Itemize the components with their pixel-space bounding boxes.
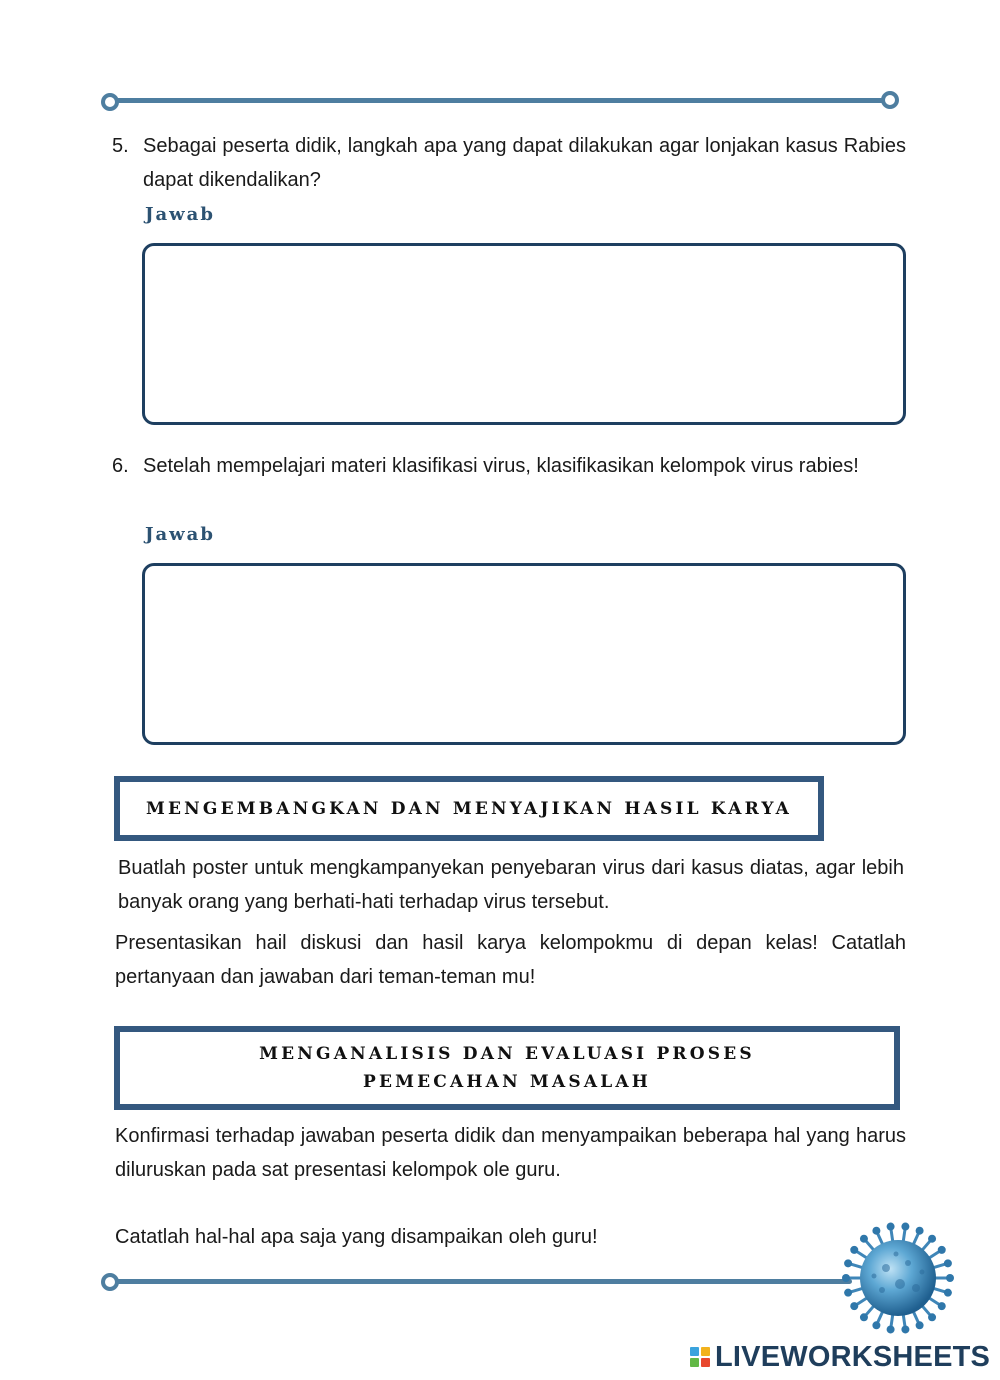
question-5-number: 5. (112, 135, 129, 157)
question-6-answer-label: Jawab (145, 524, 215, 545)
bottom-divider-line (112, 1279, 852, 1284)
virus-spike-tip (872, 1321, 880, 1329)
question-6-text: Setelah mempelajari materi klasifikasi virus, klasifikasikan kelompok virus rabies! (143, 455, 859, 477)
question-5-answer-label: Jawab (145, 204, 215, 225)
top-divider-line (112, 98, 890, 103)
virus-spike-tip (928, 1235, 936, 1243)
virus-spike-tip (887, 1325, 895, 1333)
virus-spike-tip (850, 1302, 858, 1310)
virus-spike-tip (916, 1227, 924, 1235)
question-6-answer-box[interactable] (142, 563, 906, 745)
virus-spike-tip (842, 1274, 850, 1282)
virus-spike-tip (944, 1289, 952, 1297)
top-divider-right-dot (881, 91, 899, 109)
logo-square-1 (690, 1347, 699, 1356)
logo-square-3 (690, 1358, 699, 1367)
question-6 (112, 449, 906, 483)
virus-spike-tip (901, 1223, 909, 1231)
section-develop-heading: MENGEMBANGKAN DAN MENYAJIKAN HASIL KARYA (145, 798, 793, 819)
virus-spike-tip (938, 1302, 946, 1310)
virus-spike-tip (916, 1321, 924, 1329)
section-analyze-banner (114, 1026, 900, 1110)
virus-spike-tip (928, 1313, 936, 1321)
bottom-divider-left-dot (101, 1273, 119, 1291)
question-6-number: 6. (112, 455, 129, 477)
liveworksheets-brand-text: LIVEWORKSHEETS (715, 1340, 991, 1373)
virus-icon (838, 1218, 958, 1338)
virus-spike-tip (860, 1235, 868, 1243)
virus-spike-tip (850, 1246, 858, 1254)
top-divider-left-dot (101, 93, 119, 111)
section-analyze-heading: MENGANALISIS DAN EVALUASI PROSES PEMECAHAN MASALAH (259, 1044, 755, 1092)
virus-spike-tip (946, 1274, 954, 1282)
virus-spike-tip (844, 1259, 852, 1267)
virus-spike-tip (944, 1259, 952, 1267)
section-develop-banner (114, 776, 824, 841)
virus-spike-tip (872, 1227, 880, 1235)
question-5-answer-box[interactable] (142, 243, 906, 425)
virus-spike-tip (844, 1289, 852, 1297)
section-develop-paragraph-1: Buatlah poster untuk mengkampanyekan penyebaran virus dari kasus diatas, agar lebih banyak orang yang berhati-hati terhadap virus tersebut. (118, 857, 904, 913)
virus-spike-tip (938, 1246, 946, 1254)
liveworksheets-logo (690, 1342, 990, 1372)
virus-spike-tip (887, 1223, 895, 1231)
virus-spike-tip (901, 1325, 909, 1333)
section-analyze-paragraph-2: Catatlah hal-hal apa saja yang disampaikan oleh guru! (115, 1226, 598, 1248)
section-analyze-paragraph-1: Konfirmasi terhadap jawaban peserta didik dan menyampaikan beberapa hal yang harus diluruskan pada sat presentasi kelompok ole guru. (115, 1125, 906, 1181)
question-5 (112, 129, 906, 197)
question-5-text: Sebagai peserta didik, langkah apa yang dapat dilakukan agar lonjakan kasus Rabies dapat dikendalikan? (143, 135, 906, 191)
section-develop-paragraph-2: Presentasikan hail diskusi dan hasil karya kelompokmu di depan kelas! Catatlah pertanyaan dan jawaban dari teman-teman mu! (115, 932, 906, 988)
logo-square-2 (701, 1347, 710, 1356)
virus-spike-tip (860, 1313, 868, 1321)
liveworksheets-logo-icon (690, 1347, 710, 1367)
logo-square-4 (701, 1358, 710, 1367)
